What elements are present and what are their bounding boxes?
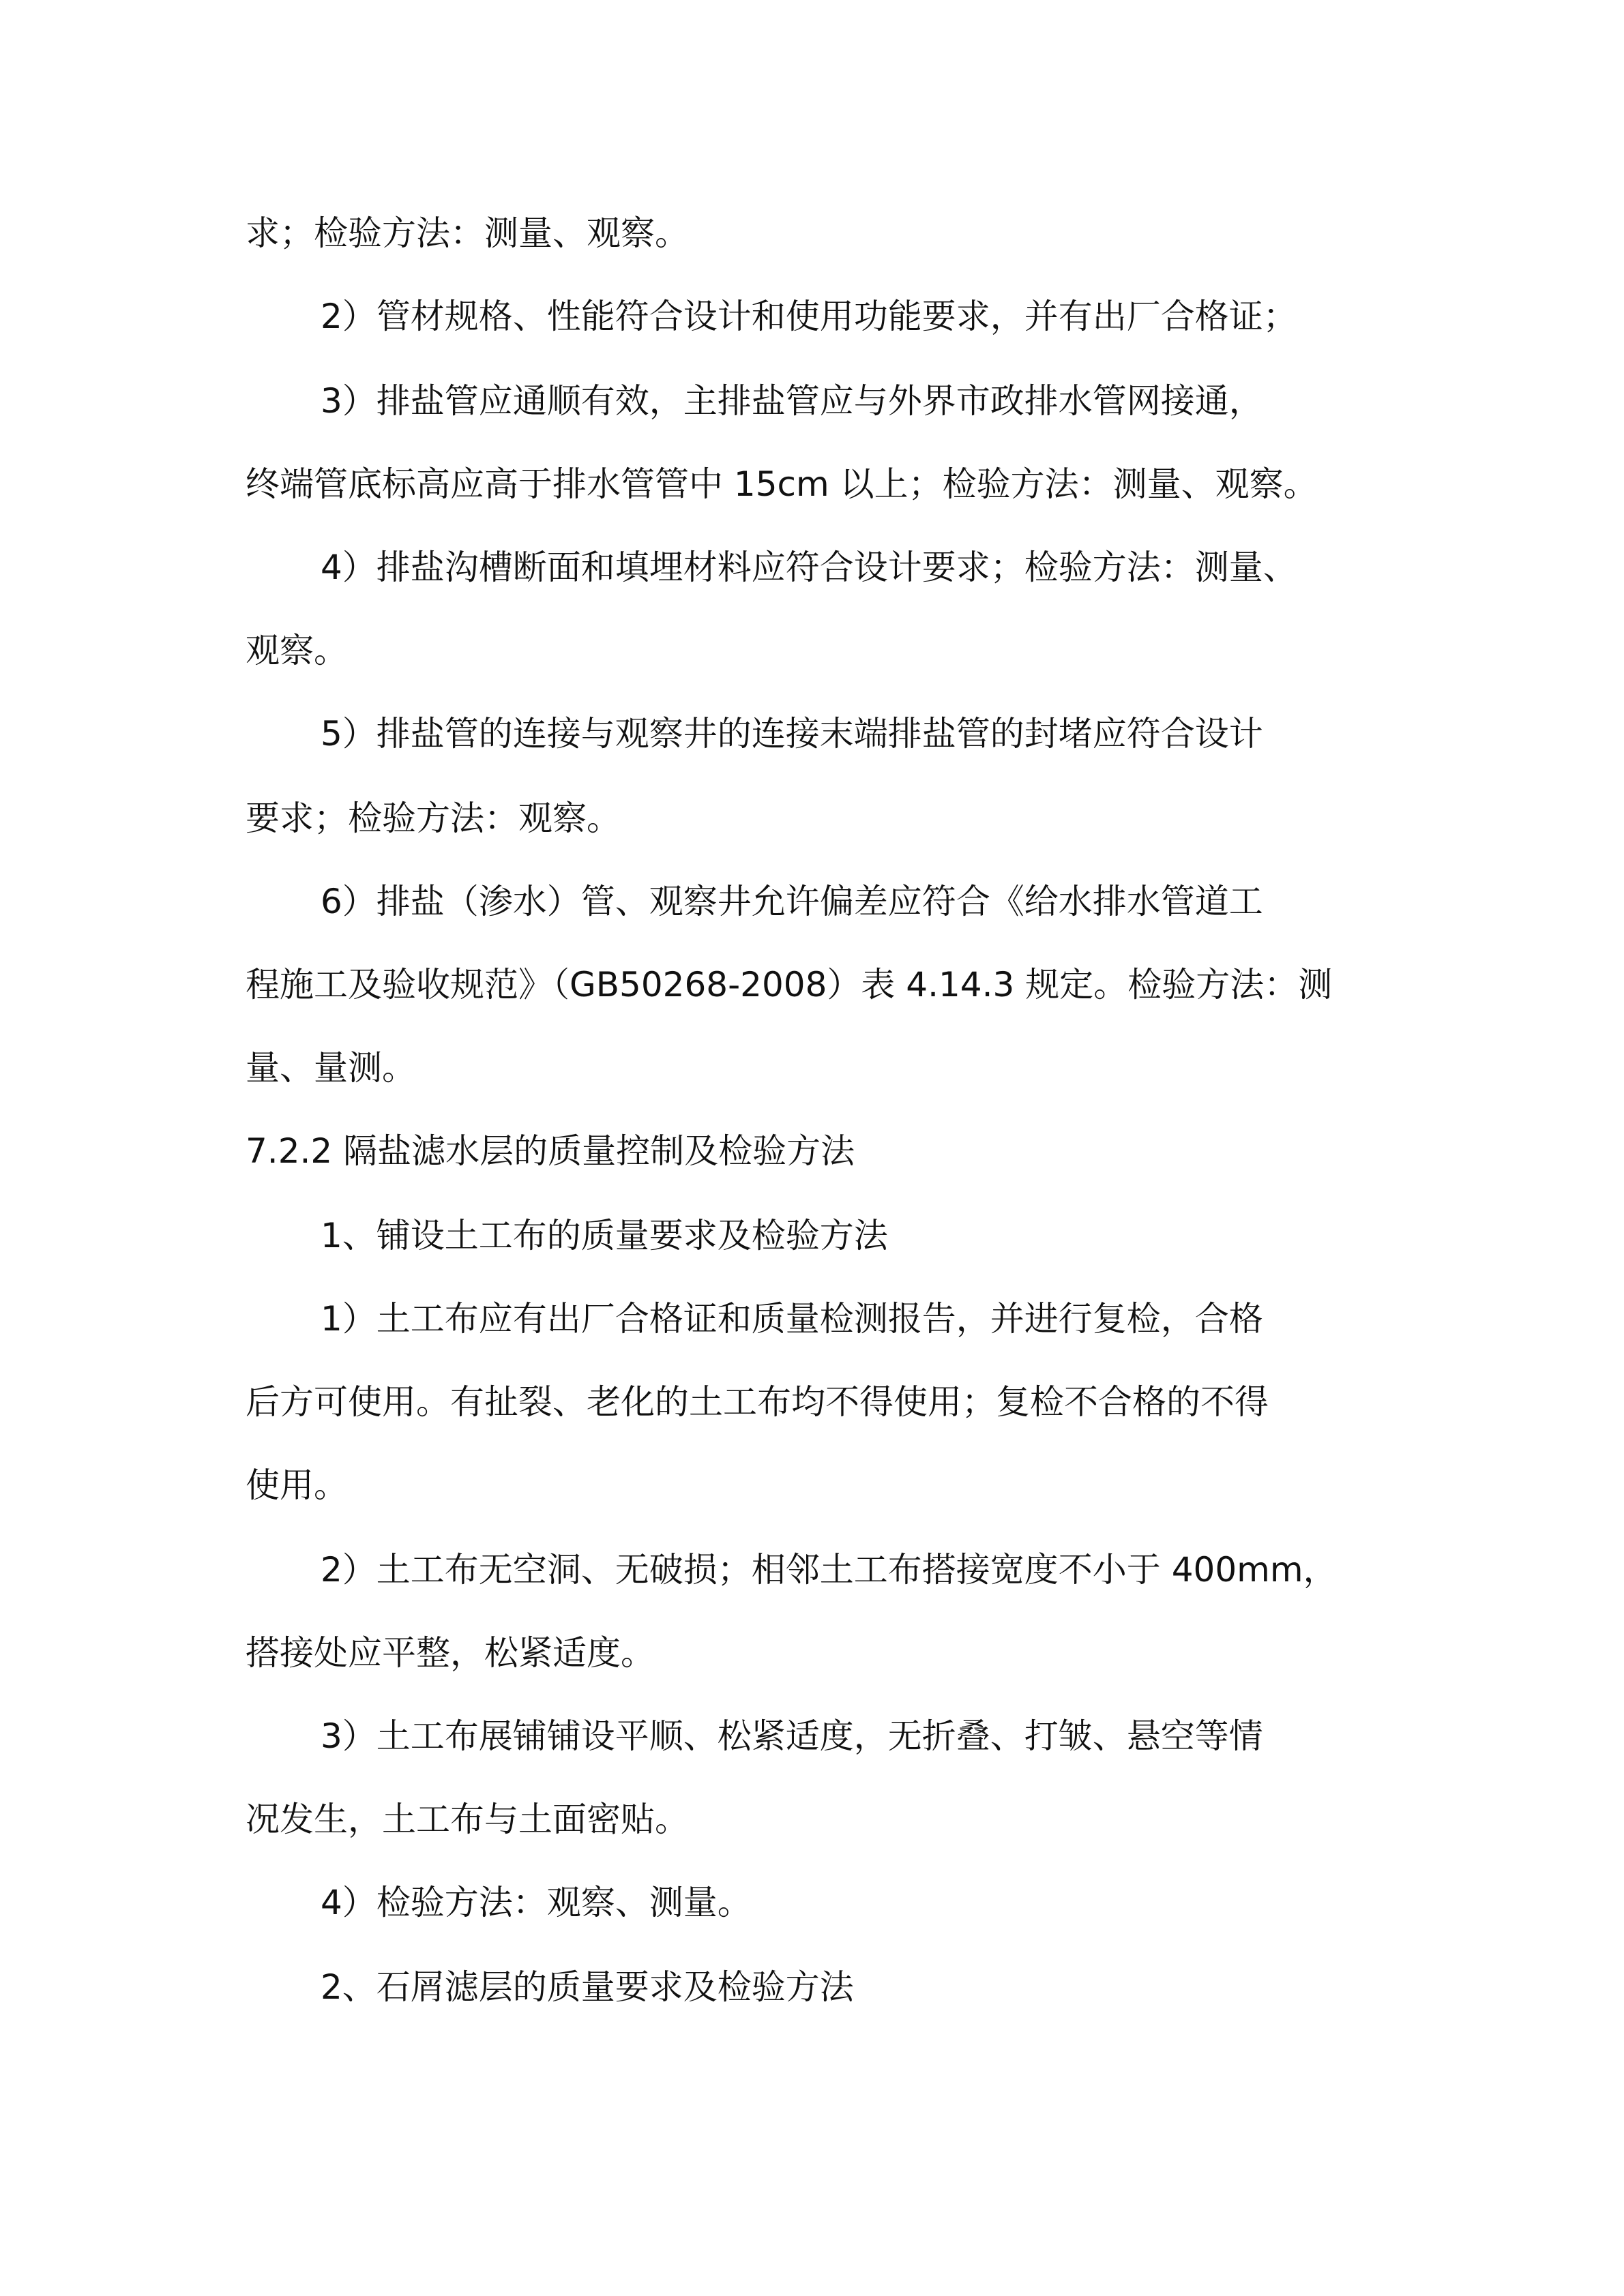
paragraph-line: 6）排盐（渗水）管、观察井允许偏差应符合《给水排水管道工 [321, 882, 1263, 921]
paragraph-line: 使用。 [246, 1465, 348, 1505]
paragraph-line: 况发生，土工布与土面密贴。 [246, 1800, 689, 1839]
paragraph-line: 4）排盐沟槽断面和填埋材料应符合设计要求；检验方法：测量、 [321, 548, 1297, 587]
paragraph-line: 5）排盐管的连接与观察井的连接末端排盐管的封堵应符合设计 [321, 714, 1263, 754]
paragraph-line: 终端管底标高应高于排水管管中 15cm 以上；检验方法：测量、观察。 [246, 464, 1318, 504]
subsection-heading: 1、铺设土工布的质量要求及检验方法 [321, 1216, 888, 1255]
paragraph-line: 2）土工布无空洞、无破损；相邻土工布搭接宽度不小于 400mm， [321, 1550, 1338, 1590]
paragraph-line: 后方可使用。有扯裂、老化的土工布均不得使用；复检不合格的不得 [246, 1382, 1269, 1422]
paragraph-line: 2）管材规格、性能符合设计和使用功能要求，并有出厂合格证； [321, 297, 1297, 336]
paragraph-line: 4）检验方法：观察、测量。 [321, 1883, 752, 1922]
paragraph-line: 3）土工布展铺铺设平顺、松紧适度，无折叠、打皱、悬空等情 [321, 1716, 1263, 1756]
paragraph-line: 3）排盐管应通顺有效，主排盐管应与外界市政排水管网接通， [321, 381, 1263, 421]
paragraph-line: 程施工及验收规范》（GB50268-2008）表 4.14.3 规定。检验方法：测 [246, 965, 1333, 1004]
paragraph-line: 量、量测。 [246, 1048, 416, 1088]
paragraph-line: 求；检验方法：测量、观察。 [246, 213, 689, 253]
paragraph-line: 要求；检验方法：观察。 [246, 799, 621, 838]
section-heading: 7.2.2 隔盐滤水层的质量控制及检验方法 [246, 1131, 855, 1171]
subsection-heading: 2、石屑滤层的质量要求及检验方法 [321, 1967, 854, 2007]
paragraph-line: 观察。 [246, 631, 348, 670]
paragraph-line: 1）土工布应有出厂合格证和质量检测报告，并进行复检，合格 [321, 1299, 1263, 1339]
paragraph-line: 搭接处应平整，松紧适度。 [246, 1633, 655, 1673]
